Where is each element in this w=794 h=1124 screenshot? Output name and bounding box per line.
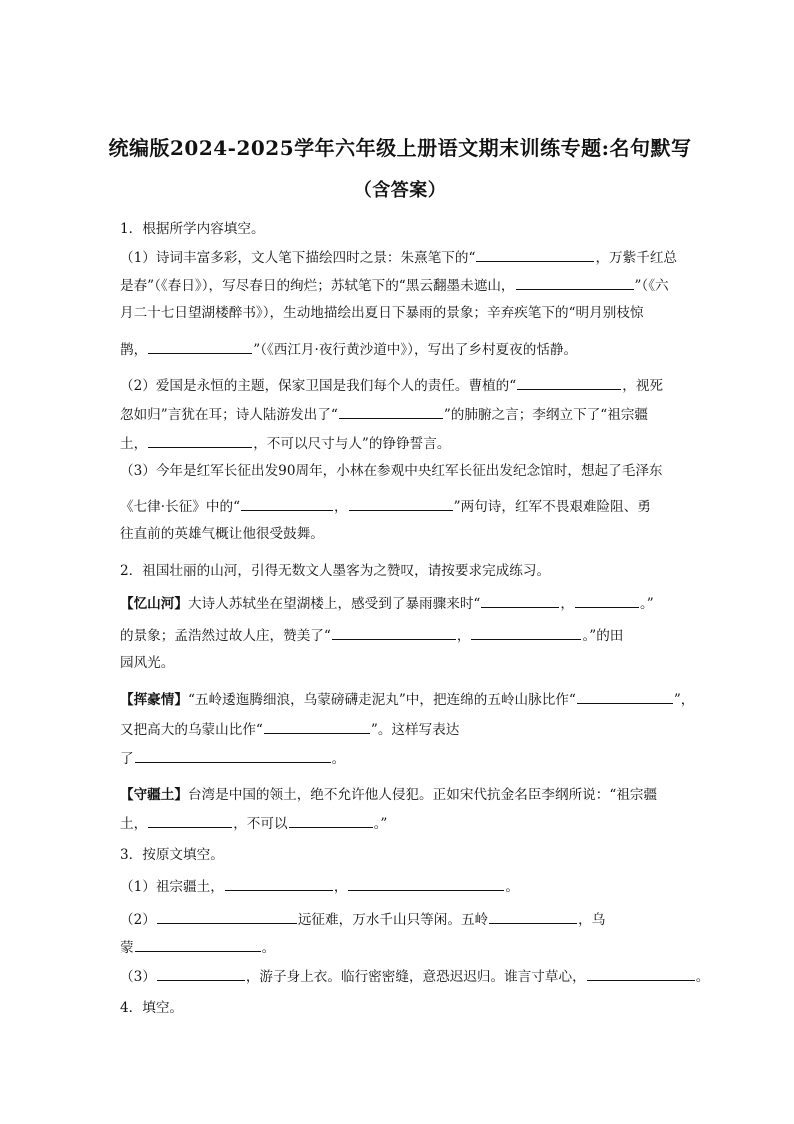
q2-section2-line3: 了 。	[120, 748, 345, 769]
answer-blank[interactable]	[339, 404, 443, 419]
q3-part3: （3） ，游子身上衣。临行密密缝，意恐迟迟归。谁言寸草心， 。	[120, 966, 709, 987]
q1-part1-line1: （1）诗词丰富多彩，文人笔下描绘四时之景：朱熹笔下的“ ，万紫千红总	[120, 247, 677, 268]
document-subtitle: （含答案）	[353, 180, 447, 201]
q2-section2-line2: 又把高大的乌蒙山比作“ ”。这样写表达	[120, 719, 459, 740]
answer-blank[interactable]	[135, 748, 331, 763]
answer-blank[interactable]	[148, 433, 252, 448]
q1-part3-line2: 《七律·长征》中的“ ， ”两句诗，红军不畏艰难险阻、勇	[120, 496, 651, 517]
q3-part2-line2: 蒙 。	[120, 937, 275, 958]
q1-part3-line1: （3）今年是红军长征出发90周年，小林在参观中央红军长征出发纪念馆时，想起了毛泽东	[120, 463, 663, 479]
answer-blank[interactable]	[157, 909, 297, 924]
document-title: 统编版2024-2025学年六年级上册语文期末训练专题:名句默写	[108, 136, 692, 160]
answer-blank[interactable]	[349, 496, 453, 511]
q2-section1-line2: 的景象；孟浩然过故人庄，赞美了“ ， 。”的田	[120, 625, 623, 646]
answer-blank[interactable]	[148, 339, 252, 354]
answer-blank[interactable]	[587, 966, 695, 981]
q3-part1: （1）祖宗疆土， ， 。	[120, 876, 519, 897]
answer-blank[interactable]	[575, 593, 639, 608]
answer-blank[interactable]	[516, 275, 634, 290]
answer-blank[interactable]	[332, 625, 456, 640]
question-3-heading: 3．按原文填空。	[120, 847, 224, 863]
q2-section1-line3: 园风光。	[120, 655, 175, 671]
question-1-heading: 1．根据所学内容填空。	[120, 221, 265, 237]
q1-part2-line3: 土， ，不可以尺寸与人”的铮铮誓言。	[120, 433, 450, 454]
q1-part2-line2: 忽如归”言犹在耳；诗人陆游发出了“ ”的肺腑之言；李纲立下了“祖宗疆	[120, 404, 648, 425]
q1-part3-line3: 往直前的英雄气概让他很受鼓舞。	[120, 526, 324, 542]
answer-blank[interactable]	[241, 496, 333, 511]
question-2-heading: 2．祖国壮丽的山河，引得无数文人墨客为之赞叹，请按要求完成练习。	[120, 563, 551, 579]
answer-blank[interactable]	[348, 876, 504, 891]
q2-section2-line1: 【挥豪情】“五岭逶迤腾细浪，乌蒙磅礴走泥丸”中，把连绵的五岭山脉比作“ ”，	[120, 689, 694, 710]
q1-part2-line1: （2）爱国是永恒的主题，保家卫国是我们每个人的责任。曹植的“ ，视死	[120, 375, 663, 396]
q1-part1-line2: 是春”（《春日》），写尽春日的绚烂；苏轼笔下的“黑云翻墨未遮山， ”（《六	[120, 275, 669, 296]
answer-blank[interactable]	[481, 593, 559, 608]
answer-blank[interactable]	[225, 876, 333, 891]
answer-blank[interactable]	[135, 937, 261, 952]
answer-blank[interactable]	[471, 625, 581, 640]
q3-part2-line1: （2） 远征难，万水千山只等闲。五岭 ，乌	[120, 909, 605, 930]
answer-blank[interactable]	[148, 813, 232, 828]
q2-section3-line1: 【守疆土】台湾是中国的领土，绝不允许他人侵犯。正如宋代抗金名臣李纲所说：“祖宗疆	[120, 787, 658, 803]
question-4-heading: 4．填空。	[120, 1000, 184, 1016]
q2-section1-line1: 【忆山河】大诗人苏轼坐在望湖楼上，感受到了暴雨骤来时“ ， 。”	[120, 593, 654, 614]
answer-blank[interactable]	[489, 909, 577, 924]
q2-section3-line2: 土， ，不可以 。”	[120, 813, 387, 834]
answer-blank[interactable]	[264, 719, 370, 734]
q1-part1-line4: 鹊， ”（《西江月·夜行黄沙道中》），写出了乡村夏夜的恬静。	[120, 339, 577, 360]
answer-blank[interactable]	[517, 375, 621, 390]
q1-part1-line3: 月二十七日望湖楼醉书》），生动地描绘出夏日下暴雨的景象；辛弃疾笔下的“明月别枝惊	[120, 305, 644, 321]
answer-blank[interactable]	[577, 689, 673, 704]
answer-blank[interactable]	[476, 247, 594, 262]
answer-blank[interactable]	[289, 813, 373, 828]
answer-blank[interactable]	[157, 966, 245, 981]
